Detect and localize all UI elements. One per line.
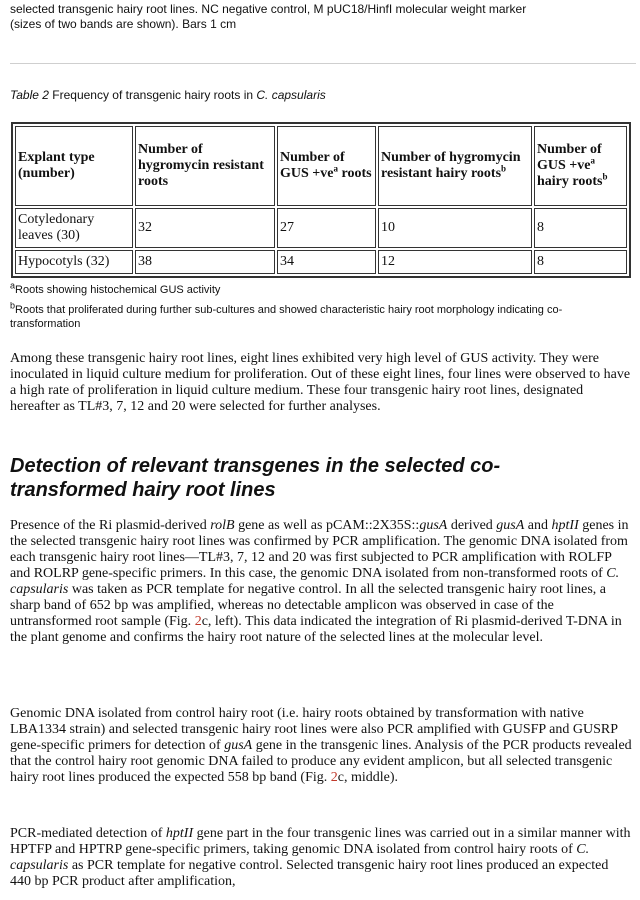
table-title-text: Frequency of transgenic hairy roots in: [48, 88, 257, 102]
cell-value: 10: [378, 208, 532, 248]
cell-value: 8: [534, 250, 627, 274]
paragraph-hptii-detection: PCR-mediated detection of hptII gene part in the four transgenic lines was carried out in a similar manner with HPTFP and HPTRP gene-specific primers, taking genomic DNA isolated from control hairy roots of C. capsularis as PCR template for negative control. Selected transgenic hairy root lines produced an expected 440 bp PCR product after amplification,: [10, 826, 631, 889]
header-sup-a: a: [333, 163, 338, 174]
cell-explant: Hypocotyls (32): [15, 250, 133, 274]
header-gus-roots: Number of GUS $+ve^a$ roots: [277, 126, 376, 206]
table-header-row: [15, 126, 627, 206]
header-sup-b1: b: [501, 163, 507, 174]
caption-line-2: [10, 17, 630, 32]
paragraph-selected-lines: Among these transgenic hairy root lines, eight lines exhibited very high level of GUS activity. They were inoculated in liquid culture medium for proliferation. Out of these eight lines, four lines were observed to have a high rate of proliferation in liquid culture medium. These four transgenic hairy root lines, designated hereafter as TL#3, 7, 12 and 20 were selected for further analyses.: [10, 351, 631, 414]
cell-value: 34: [277, 250, 376, 274]
footnote-a: [10, 280, 630, 297]
table-row: [15, 250, 627, 274]
section-divider: [10, 63, 636, 64]
caption-text-2: (sizes of two bands are shown). Bars 1 cm: [10, 17, 237, 31]
cell-explant: Cotyledonary leaves (30): [15, 208, 133, 248]
cell-value: 32: [135, 208, 275, 248]
footnote-b-text: Roots that proliferated during further sub-cultures and showed characteristic hairy root morphology indicating co-transformation: [10, 304, 563, 330]
caption-text-1: selected transgenic hairy root lines. NC negative control, M pUC18/HinfI molecular weight marker: [10, 2, 527, 16]
paragraph-rolb-detection: Presence of the Ri plasmid-derived rolB gene as well as pCAM::2X35S::gusA derived gusA and hptII genes in the selected transgenic hairy root lines was confirmed by PCR amplification. The genomic DNA isolated from each transgenic hairy root lines—TL#3, 7, 12 and 20 was first subjected to PCR amplification with ROLFP and ROLRP gene-specific primers. In this case, the genomic DNA isolated from non-transformed roots of C. capsularis was taken as PCR template for negative control. In all the selected transgenic hairy root lines, a sharp band of 652 bp was amplified, whereas no detectable amplicon was observed in case of the untransformed root sample (Fig. 2c, left). This data indicated the integration of Ri plasmid-derived T-DNA in the plant genome and confirms the hairy root nature of the selected lines at the molecular level.: [10, 518, 629, 645]
frequency-table: [11, 122, 631, 278]
header-hygromycin-roots: Number of hygromycin resistant roots: [135, 126, 275, 206]
header-gus-hairy-roots: Number of GUS $+ve^a$ hairy roots$^b$: [534, 126, 627, 206]
table-title-species: C. capsularis: [256, 88, 326, 102]
table-row: [15, 208, 627, 248]
figure-link[interactable]: 2: [330, 770, 338, 785]
footnote-b: [10, 300, 630, 331]
header-hygromycin-hairy-roots: Number of hygromycin resistant hairy roots$^b$: [378, 126, 532, 206]
cell-value: 12: [378, 250, 532, 274]
cell-value: 38: [135, 250, 275, 274]
footnote-a-mark: a: [10, 280, 16, 291]
table-label: Table 2: [10, 88, 49, 102]
footnote-b-mark: b: [10, 300, 16, 311]
header-sup-a2: a: [590, 155, 595, 166]
table-title: [10, 88, 326, 102]
section-heading: Detection of relevant transgenes in the selected co-transformed hairy root lines: [10, 455, 501, 501]
cell-value: 8: [534, 208, 627, 248]
header-explant-type: Explant type (number): [15, 126, 133, 206]
cell-value: 27: [277, 208, 376, 248]
figure-caption-continued: [10, 2, 630, 32]
paragraph-gusa-detection: Genomic DNA isolated from control hairy root (i.e. hairy roots obtained by transformation with native LBA1334 strain) and selected transgenic hairy root lines were also PCR amplified with GUSFP and GUSRP gene-specific primers for detection of gusA gene in the transgenic lines. Analysis of the PCR products revealed that the control hairy root genomic DNA failed to produce any evident amplicon, but all selected transgenic hairy root lines produced the expected 558 bp band (Fig. 2c, middle).: [10, 706, 632, 785]
header-sup-b2: b: [602, 171, 608, 182]
figure-link[interactable]: 2: [194, 614, 202, 629]
footnote-a-text: Roots showing histochemical GUS activity: [15, 284, 221, 296]
caption-line-1: [10, 2, 630, 17]
